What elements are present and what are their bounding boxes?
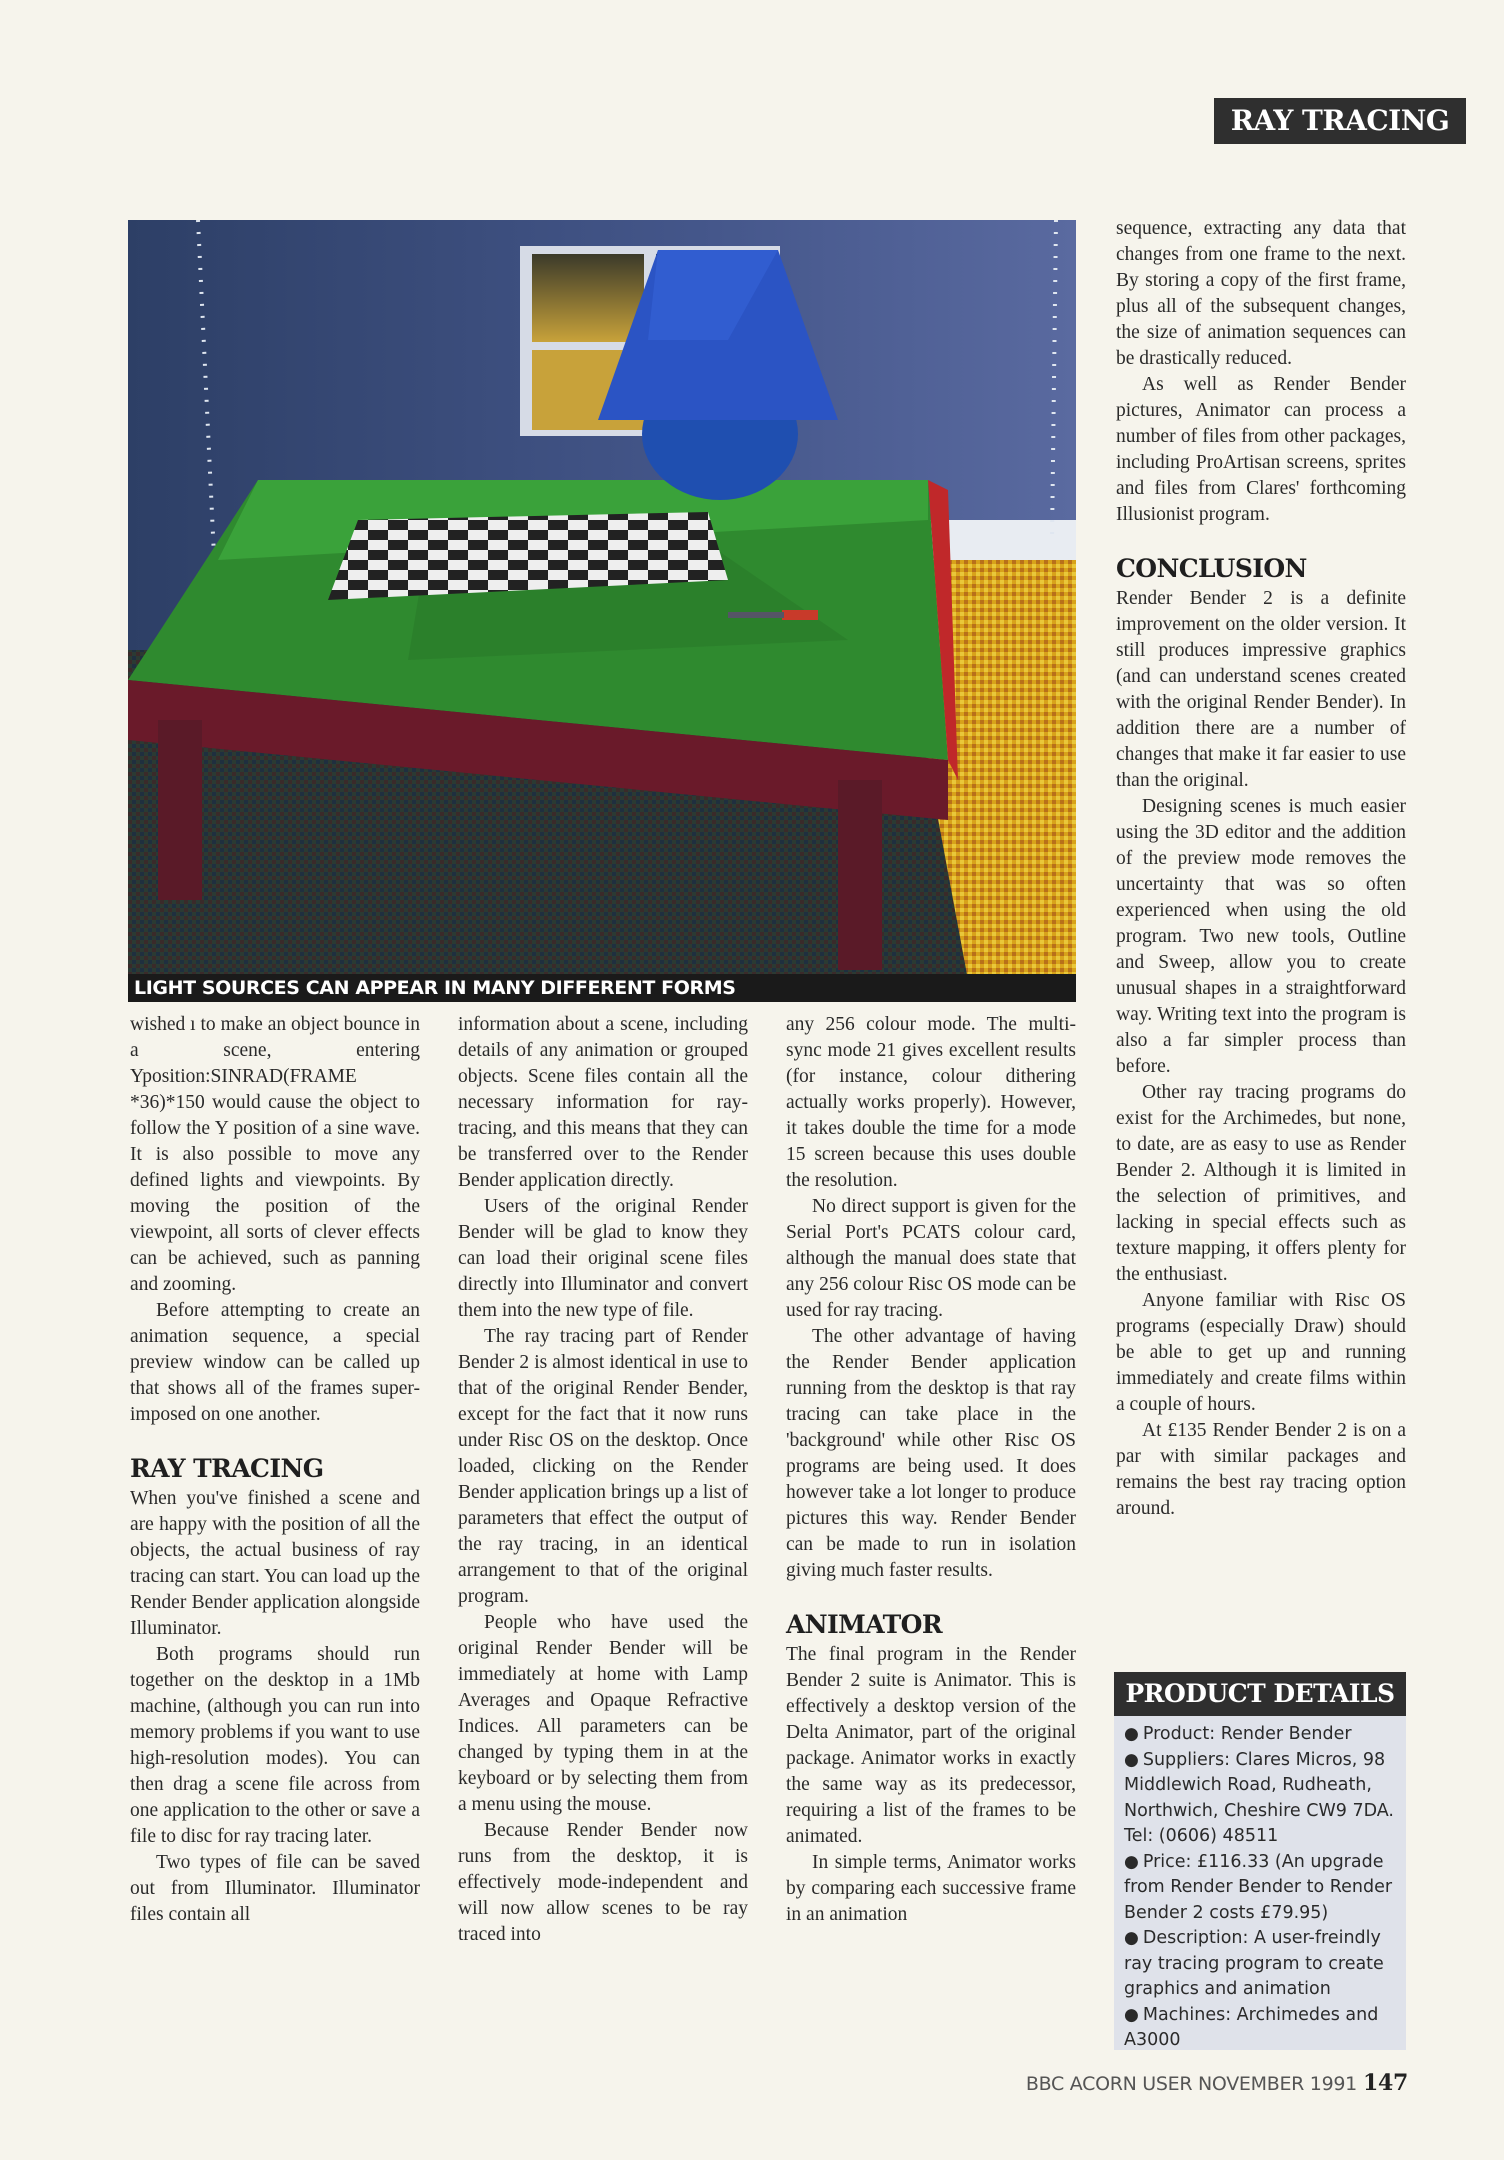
page-number: 147 <box>1362 2070 1408 2096</box>
section-heading-ray-tracing: RAY TRACING <box>130 1454 324 1483</box>
bullet-icon: ● <box>1124 1749 1139 1770</box>
product-details-list <box>1114 1716 1406 2054</box>
figure-caption: LIGHT SOURCES CAN APPEAR IN MANY DIFFERENT FORMS <box>128 974 1076 1002</box>
paragraph: Both programs should run together on the desktop in a 1Mb machine, (although you can run into memory problems if you want to use high-resolution modes). You can then drag a scene file across from one application to the other or save a file to disc for ray tracing later. <box>130 1644 420 1847</box>
product-detail-text: Price: £116.33 (An upgrade from Render Bender to Render Bender 2 costs £79.95) <box>1124 1851 1393 1923</box>
paragraph: The other advantage of having the Render Bender application running from the desktop is that ray tracing can take place in the 'background' while other Risc OS programs are being used. It does however take a lot longer to produce pictures this way. Render Bender can be made to run in isolation giving much faster results. <box>786 1326 1076 1581</box>
bullet-icon: ● <box>1124 1724 1139 1744</box>
paragraph: Designing scenes is much easier using the 3D editor and the addition of the preview mode removes the uncertainty that was so often experienced when using the old program. Two new tools, Outline and Sweep, allow you to create unusual shapes in a straightforward way. Writing text into the program is also a far simpler process than before. <box>1116 796 1406 1077</box>
paragraph: The final program in the Render Bender 2 suite is Animator. This is effectively a desktop version of the Delta Animator, part of the original package. Animator works in exactly the same way as its predecessor, requiring a list of the frames to be animated. <box>786 1644 1076 1847</box>
paragraph: any 256 colour mode. The multi-sync mode 21 gives excellent results (for instance, colour dithering actually works properly). However, it takes double the time for a mode 15 screen because this uses double the resolution. <box>786 1014 1076 1191</box>
paragraph: In simple terms, Animator works by comparing each successive frame in an animation <box>786 1852 1076 1925</box>
paragraph: Render Bender 2 is a definite improvement on the older version. It still produces impressive graphics (and can understand scenes created with the original Render Bender). In addition there are a number of changes that make it far easier to use than the original. <box>1116 588 1406 791</box>
list-item <box>1124 1748 1396 1850</box>
paragraph: sequence, extracting any data that changes from one frame to the next. By storing a copy of the first frame, plus all of the subsequent changes, the size of animation sequences can be drastically reduced. <box>1116 218 1406 369</box>
product-detail-text: Machines: Archimedes and A3000 <box>1124 2004 1379 2050</box>
product-detail-text: Product: Render Bender <box>1142 1724 1352 1744</box>
ray-traced-figure <box>128 220 1076 1002</box>
list-item <box>1124 1850 1396 1927</box>
section-tag: RAY TRACING <box>1214 98 1466 144</box>
list-item <box>1124 1926 1396 2003</box>
paragraph: People who have used the original Render Bender will be immediately at home with Lamp Averages and Opaque Refractive Indices. All parameters can be changed by typing them in at the keyboard or by selecting them from a menu using the mouse. <box>458 1612 748 1815</box>
paragraph: At £135 Render Bender 2 is on a par with similar packages and remains the best ray tracing option around. <box>1116 1420 1406 1519</box>
publication-line: BBC ACORN USER NOVEMBER 1991 <box>1025 2073 1357 2095</box>
paragraph: information about a scene, including details of any animation or grouped objects. Scene files contain all the necessary information for ray-tracing, and this means that they can be transferred over to the Render Bender application directly. <box>458 1014 748 1191</box>
paragraph: wished ı to make an object bounce in a scene, entering Yposition:SINRAD(FRAME *36)*150 would cause the object to follow the Y position of a sine wave. It is also possible to move any defined lights and viewpoints. By moving the position of the viewpoint, all sorts of clever effects can be achieved, such as panning and zooming. <box>130 1014 420 1295</box>
ray-traced-scene <box>128 220 1076 1002</box>
bullet-icon: ● <box>1124 1851 1139 1872</box>
list-item <box>1124 1722 1396 1748</box>
paragraph: The ray tracing part of Render Bender 2 is almost identical in use to that of the original Render Bender, except for the fact that it now runs under Risc OS on the desktop. Once loaded, clicking on the Render Bender application brings up a list of parameters that effect the output of the ray tracing, in an identical arrangement to that of the original program. <box>458 1326 748 1607</box>
article-column-2 <box>458 1012 748 1948</box>
bullet-icon: ● <box>1124 1928 1139 1948</box>
paragraph: When you've finished a scene and are happy with the position of all the objects, the actual business of ray tracing can start. You can load up the Render Bender application alongside Illuminator. <box>130 1488 420 1639</box>
section-heading-conclusion: CONCLUSION <box>1116 554 1307 583</box>
paragraph: Two types of file can be saved out from Illuminator. Illuminator files contain all <box>130 1852 420 1925</box>
paragraph: Other ray tracing programs do exist for the Archimedes, but none, to date, are as easy to use as Render Bender 2. Although it is limited in the selection of primitives, and lacking in special effects such as texture mapping, it offers plenty for the enthusiast. <box>1116 1082 1406 1285</box>
article-column-4 <box>1116 216 1406 1522</box>
section-heading-animator: ANIMATOR <box>786 1610 943 1639</box>
product-detail-text: Suppliers: Clares Micros, 98 Middlewich Road, Rudheath, Northwich, Cheshire CW9 7DA. Tel: (0606) 48511 <box>1124 1749 1394 1846</box>
article-column-3 <box>786 1012 1076 1928</box>
paragraph: Anyone familiar with Risc OS programs (especially Draw) should be able to get up and running immediately and create films within a couple of hours. <box>1116 1290 1406 1415</box>
paragraph: Users of the original Render Bender will be glad to know they can load their original scene files directly into Illuminator and convert them into the new type of file. <box>458 1196 748 1321</box>
product-details-heading: PRODUCT DETAILS <box>1114 1672 1406 1716</box>
bullet-icon: ● <box>1124 2004 1139 2025</box>
article-column-1 <box>130 1012 420 1928</box>
paragraph: As well as Render Bender pictures, Animator can process a number of files from other packages, including ProArtisan screens, sprites and files from Clares' forthcoming Illusionist program. <box>1116 374 1406 525</box>
product-details-box <box>1114 1672 1406 2050</box>
paragraph: No direct support is given for the Serial Port's PCATS colour card, although the manual does state that any 256 colour Risc OS mode can be used for ray tracing. <box>786 1196 1076 1321</box>
page-footer <box>1026 2070 1408 2096</box>
list-item <box>1124 2003 1396 2054</box>
paragraph: Because Render Bender now runs from the desktop, it is effectively mode-independent and will now allow scenes to be ray traced into <box>458 1820 748 1945</box>
paragraph: Before attempting to create an animation sequence, a special preview window can be called up that shows all of the frames super-imposed on one another. <box>130 1300 420 1425</box>
product-detail-text: Description: A user-freindly ray tracing program to create graphics and animation <box>1124 1928 1384 1999</box>
